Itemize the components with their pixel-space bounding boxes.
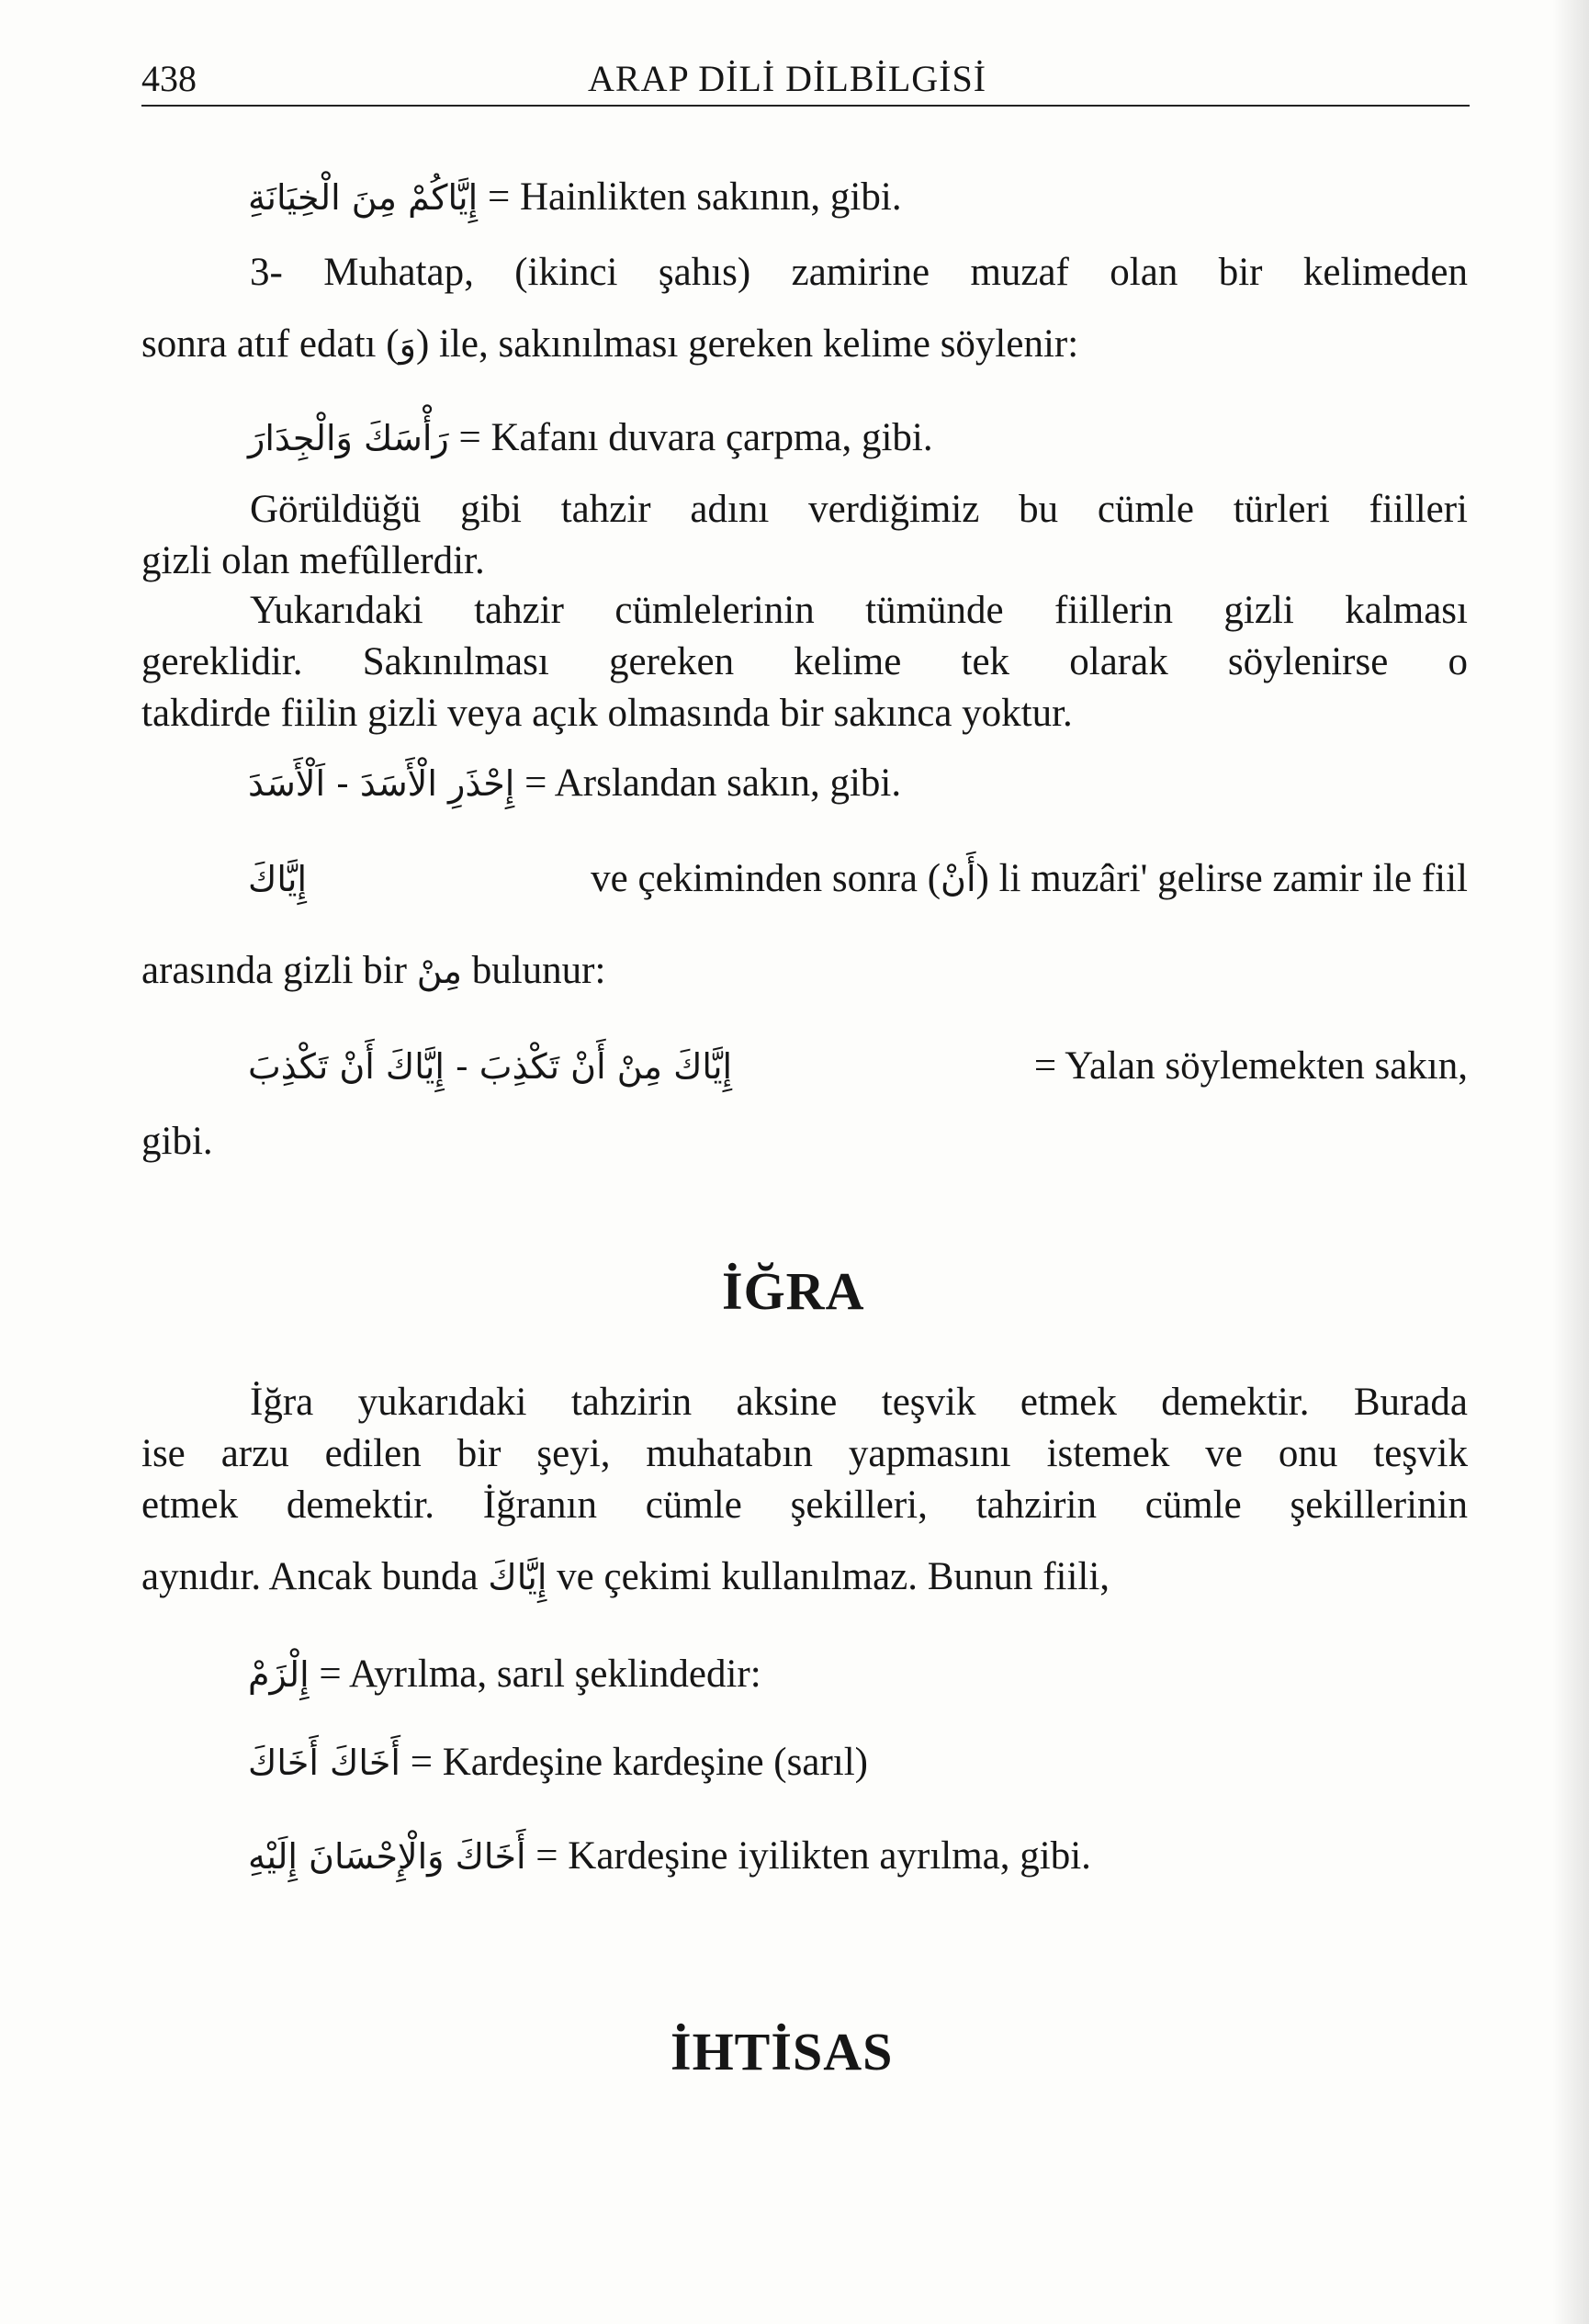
arabic-text: أَنْ [941, 859, 976, 899]
text-segment: aynıdır. Ancak bunda [141, 1555, 479, 1598]
translation-text: = Yalan söylemekten sakın, [1033, 1044, 1468, 1088]
arabic-text: إِيَّاكَ [248, 859, 308, 899]
paragraph-line: gereklidir. Sakınılması gereken kelime tek olarak söylenirse o [141, 640, 1468, 683]
arabic-text: إِيَّاكَ مِنْ أَنْ تَكْذِبَ - إِيَّاكَ أَنْ تَكْذِبَ [248, 1046, 733, 1087]
arabic-text: رَأْسَكَ وَالْجِدَارَ [248, 418, 449, 458]
paragraph-line: Yukarıdaki tahzir cümlelerinin tümünde fiillerin gizli kalması [250, 589, 1468, 632]
paragraph-line: gizli olan mefûllerdir. [141, 539, 485, 582]
section-heading-ihtisas: İHTİSAS [671, 2022, 894, 2081]
page-header [141, 57, 1470, 107]
translation-text: = Kardeşine iyilikten ayrılma, gibi. [535, 1834, 1091, 1878]
text-segment: ) ile, sakınılması gereken kelime söylenir: [415, 322, 1079, 366]
paragraph-line: 3- Muhatap, (ikinci şahıs) zamirine muzaf olan bir kelimeden [250, 251, 1468, 294]
translation-text: = Kardeşine kardeşine (sarıl) [410, 1741, 868, 1784]
arabic-text: وَ [399, 324, 416, 365]
paragraph-line [141, 320, 1078, 369]
text-segment: ve çekiminden sonra (أَنْ) li muzâri' gelirse zamir ile fiil [591, 854, 1468, 904]
text-segment: arasında gizli bir [141, 949, 407, 992]
example-line-kafani [248, 413, 933, 463]
arabic-text: أَخَاكَ أَخَاكَ [248, 1743, 400, 1783]
arabic-text: إِيَّاكُمْ مِنَ الْخِيَانَةِ [248, 177, 479, 218]
translation-text: = Kafanı duvara çarpma, gibi. [458, 416, 933, 459]
paragraph-line: gibi. [141, 1120, 213, 1163]
section-heading-igra: İĞRA [722, 1261, 865, 1321]
translation-text: = Ayrılma, sarıl şeklindedir: [319, 1653, 761, 1696]
text-segment: bulunur: [471, 949, 606, 992]
paragraph-line [141, 946, 605, 996]
paragraph-line: etmek demektir. İğranın cümle şekilleri, tahzirin cümle şekillerinin [141, 1484, 1468, 1527]
paragraph-line: takdirde fiilin gizli veya açık olmasında bir sakınca yoktur. [141, 692, 1073, 735]
paragraph-line: ise arzu edilen bir şeyi, muhatabın yapmasını istemek ve onu teşvik [141, 1432, 1468, 1475]
paragraph-line [248, 854, 1468, 904]
example-line-kardesine [248, 1738, 868, 1788]
text-segment: sonra atıf edatı ( [141, 322, 400, 366]
example-line-yalan [248, 1042, 1468, 1091]
translation-text: = Hainlikten sakının, gibi. [487, 175, 902, 219]
example-line-iyilik [248, 1832, 1091, 1881]
arabic-text: إِيَّاكَ [488, 1557, 547, 1597]
arabic-text: إِلْزَمْ [248, 1654, 310, 1695]
example-line-ilzem [248, 1650, 761, 1699]
header-rule [141, 105, 1470, 107]
paragraph-line: İğra yukarıdaki tahzirin aksine teşvik etmek demektir. Burada [250, 1381, 1468, 1424]
translation-text: = Arslandan sakın, gibi. [524, 762, 902, 805]
text-segment: ve çekimi kullanılmaz. Bunun fiili, [557, 1555, 1110, 1598]
page-number: 438 [141, 58, 197, 99]
example-line-hainlik [248, 173, 902, 222]
arabic-text: مِنْ [416, 951, 462, 991]
paragraph-line [141, 1552, 1110, 1602]
running-title: ARAP DİLİ DİLBİLGİSİ [588, 58, 987, 99]
example-line-arslan [248, 759, 901, 808]
arabic-text: إِحْذَرِ الْأَسَدَ - اَلْأَسَدَ [248, 763, 515, 804]
page-edge-shadow [1552, 0, 1589, 2324]
paragraph-line: Görüldüğü gibi tahzir adını verdiğimiz bu cümle türleri fiilleri [250, 488, 1468, 531]
arabic-text: أَخَاكَ وَالْإِحْسَانَ إِلَيْهِ [248, 1836, 526, 1877]
